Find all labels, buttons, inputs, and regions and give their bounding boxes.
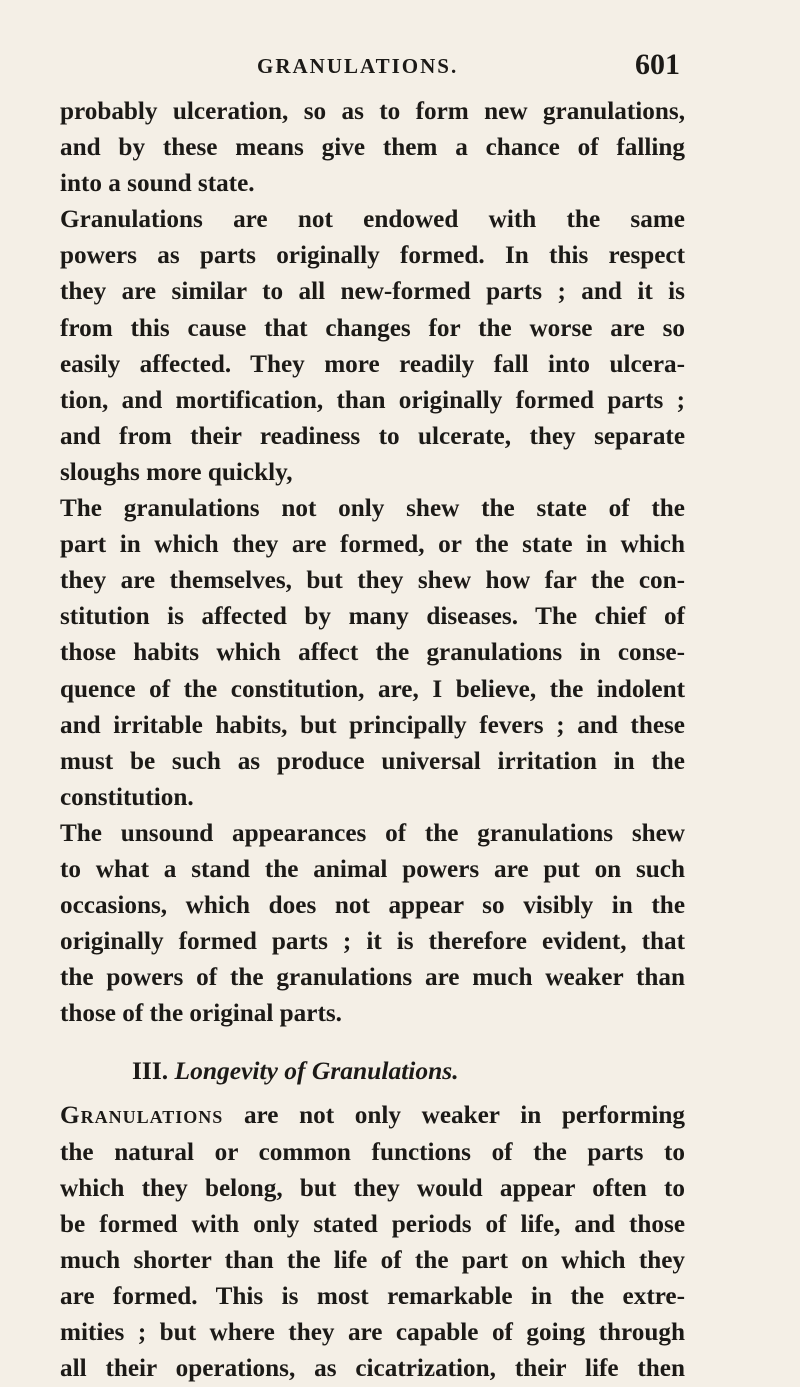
text-line [60, 1098, 685, 1134]
section-title: Longevity of Granulations. [174, 1056, 459, 1086]
text-line: occasions, which does not appear so visibly in the [60, 892, 685, 920]
text-line: originally formed parts ; it is therefore evident, that [60, 928, 685, 956]
text-line: sloughs more quickly, [60, 458, 293, 486]
text-line: The granulations not only shew the state of the [60, 495, 685, 523]
section-heading [60, 1052, 685, 1090]
text-line: probably ulceration, so as to form new granulations, [60, 98, 685, 125]
running-head: GRANULATIONS. [257, 54, 459, 78]
text-line: tion, and mortification, than originally formed parts ; [60, 386, 685, 414]
text-line: which they belong, but they would appear often to [60, 1174, 685, 1202]
text-line: be formed with only stated periods of life, and those [60, 1210, 685, 1238]
paragraph [60, 1098, 685, 1387]
text-line: the natural or common functions of the parts to [60, 1138, 685, 1166]
text-line: and by these means give them a chance of falling [60, 134, 685, 162]
text-line: The unsound appearances of the granulations shew [60, 819, 685, 847]
paragraph [60, 491, 685, 816]
text-line: those habits which affect the granulations in conse- [60, 639, 685, 667]
text-line: those of the original parts. [60, 1000, 342, 1028]
page-header [60, 48, 680, 92]
text-line: easily affected. They more readily fall into ulcera- [60, 350, 685, 378]
text-line: all their operations, as cicatrization, their life then [60, 1355, 685, 1383]
paragraph [60, 202, 685, 491]
text-line: and from their readiness to ulcerate, they separate [60, 422, 685, 450]
paragraph [60, 816, 685, 1033]
text-line: from this cause that changes for the worse are so [60, 314, 685, 342]
text-line: constitution. [60, 783, 194, 811]
text-fragment: are not only weaker in performing [223, 1102, 685, 1130]
text-line: the powers of the granulations are much weaker than [60, 964, 685, 992]
text-line: they are themselves, but they shew how far the con- [60, 567, 685, 595]
text-line: and irritable habits, but principally fevers ; and these [60, 711, 685, 739]
text-line: are formed. This is most remarkable in the extre- [60, 1282, 685, 1310]
text-line: stitution is affected by many diseases. The chief of [60, 603, 685, 631]
page-number: 601 [635, 48, 680, 81]
section-numeral: III. [132, 1056, 169, 1086]
lead-word: Granulations [60, 1102, 224, 1130]
text-line: much shorter than the life of the part on which they [60, 1246, 685, 1274]
text-line: they are similar to all new-formed parts ; and it is [60, 278, 685, 306]
text-line: must be such as produce universal irritation in the [60, 747, 685, 775]
text-line: powers as parts originally formed. In this respect [60, 242, 685, 270]
text-line: to what a stand the animal powers are put on such [60, 855, 685, 883]
text-line: quence of the constitution, are, I believe, the indolent [60, 675, 685, 703]
text-line: part in which they are formed, or the state in which [60, 531, 685, 559]
text-line: Granulations are not endowed with the same [60, 206, 685, 234]
paragraph [60, 94, 685, 202]
text-line: mities ; but where they are capable of going through [60, 1319, 685, 1346]
text-line: into a sound state. [60, 170, 255, 198]
body-text [60, 94, 685, 1387]
